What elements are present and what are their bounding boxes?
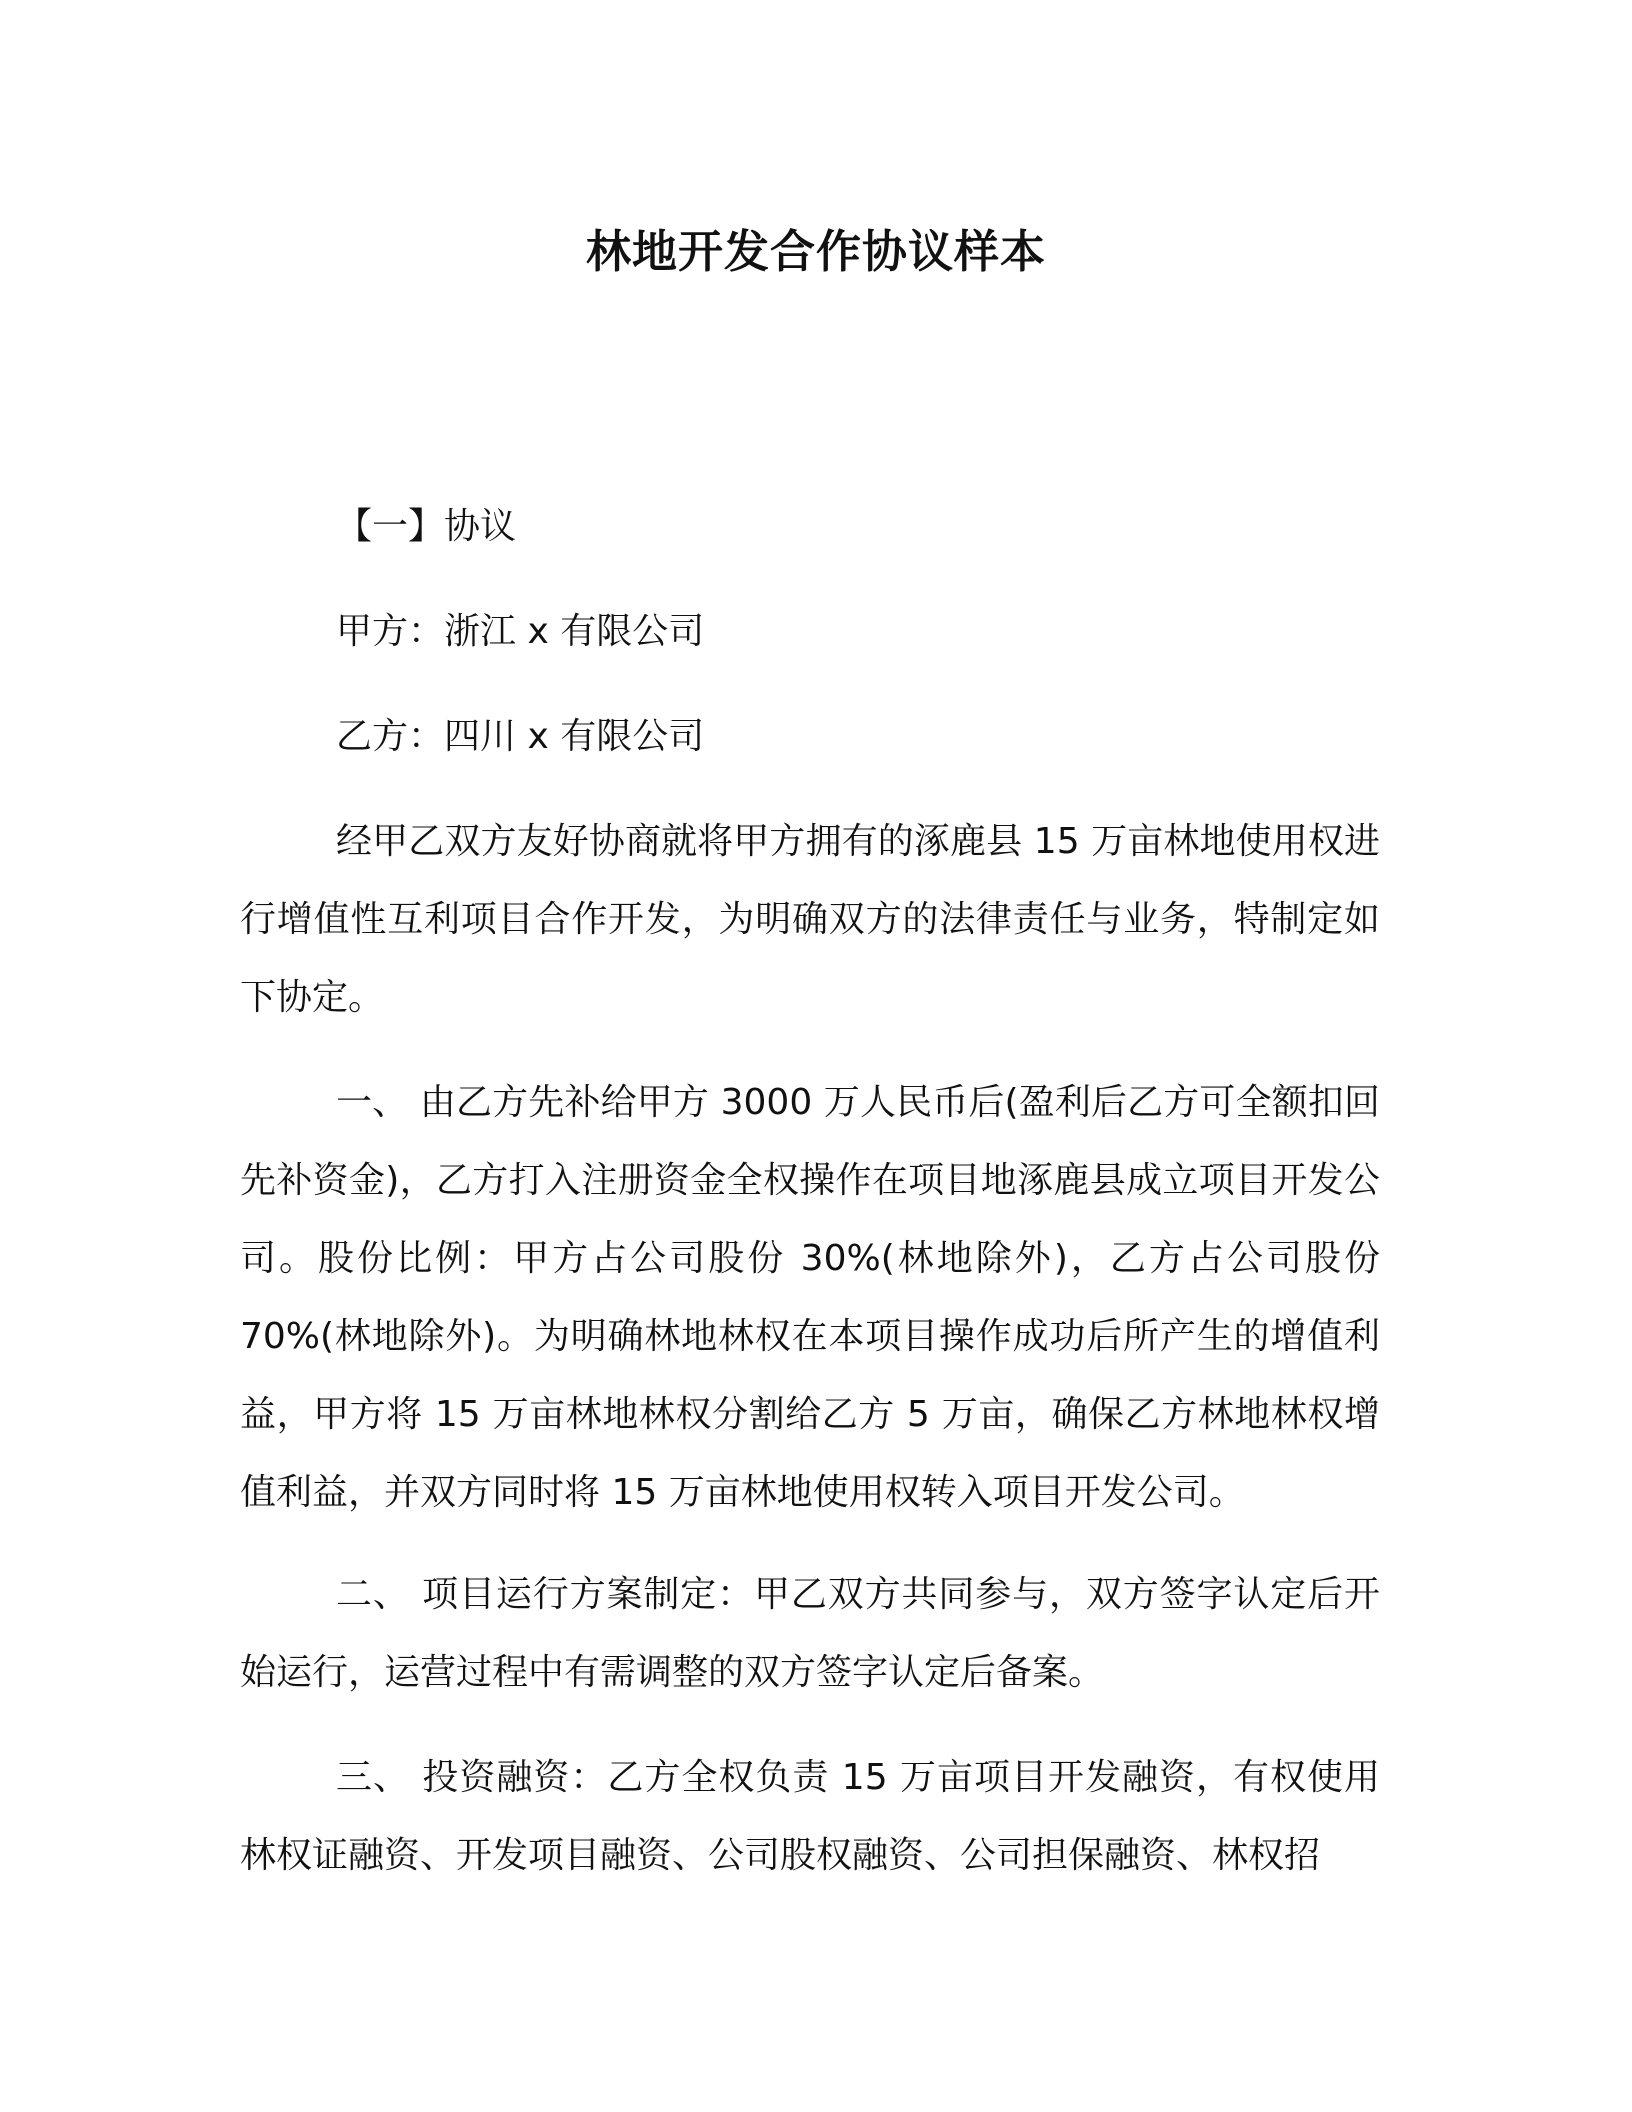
section-label: 【一】协议 xyxy=(336,506,517,547)
clause-1-paragraph: 一、 由乙方先补给甲方 3000 万人民币后(盈利后乙方可全额扣回先补资金)，乙方打入注册资金全权操作在项目地涿鹿县成立项目开发公司。股份比例：甲方占公司股份 30%(林地除外)，乙方占公司股份 70%(林地除外)。为明确林地林权在本项目操作成功后所产生的增值利益，甲方将 15 万亩林地林权分割给乙方 5 万亩，确保乙方林地林权增值利益，并双方同时将 15 万亩林地使用权转入项目开发公司。 xyxy=(240,1082,1380,1513)
document-title: 林地开发合作协议样本 xyxy=(585,225,1046,278)
clause-2-paragraph: 二、 项目运行方案制定：甲乙双方共同参与，双方签字认定后开始运行，运营过程中有需调整的双方签字认定后备案。 xyxy=(240,1574,1380,1693)
intro-paragraph: 经甲乙双方友好协商就将甲方拥有的涿鹿县 15 万亩林地使用权进行增值性互利项目合作开发，为明确双方的法律责任与业务，特制定如下协定。 xyxy=(240,821,1380,1018)
clause-3-paragraph: 三、 投资融资：乙方全权负责 15 万亩项目开发融资，有权使用林权证融资、开发项目融资、公司股权融资、公司担保融资、林权招 xyxy=(240,1757,1380,1876)
party-b-line: 乙方：四川 x 有限公司 xyxy=(336,716,705,757)
party-a-line: 甲方：浙江 x 有限公司 xyxy=(336,611,705,652)
